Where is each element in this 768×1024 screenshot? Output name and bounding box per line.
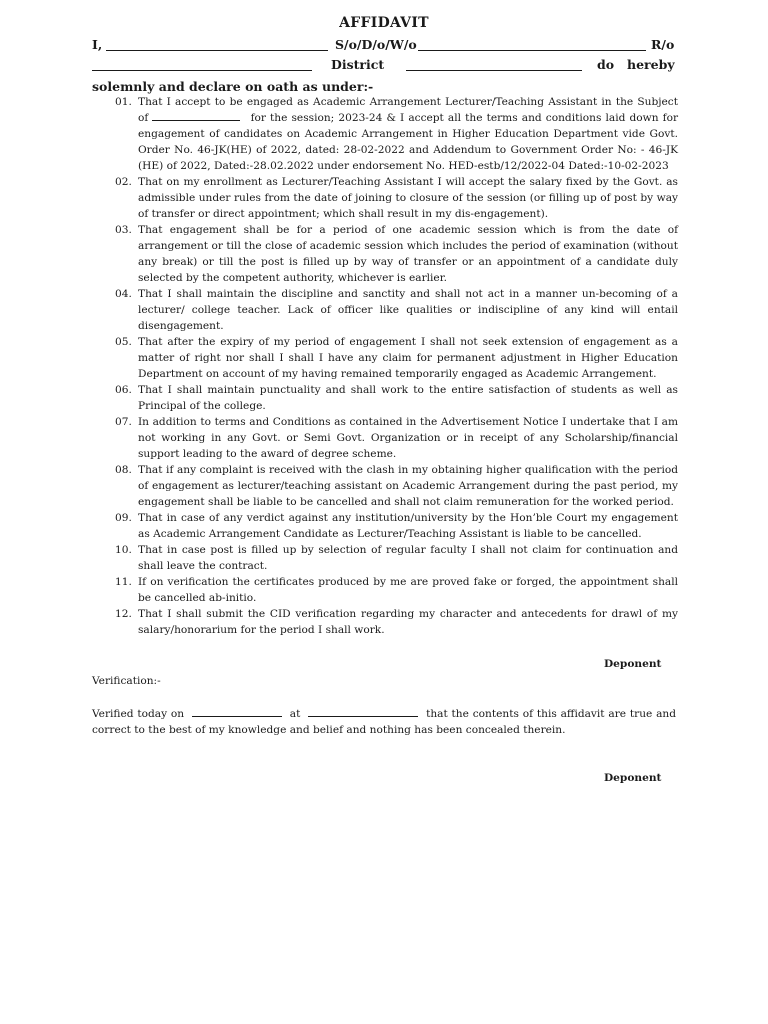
item-number: 07. — [115, 416, 132, 428]
address-blank[interactable] — [92, 70, 312, 71]
item-text: That in case of any verdict against any institution/university by the Hon’ble Court my engagement as Academic Arrangement Candidate as Lecturer/Teaching Assistant is liable to be cancelled. — [138, 512, 678, 540]
item-number: 11. — [115, 576, 132, 588]
item-number: 01. — [115, 96, 132, 108]
item-number: 03. — [115, 224, 132, 236]
list-item — [92, 222, 678, 286]
list-item — [92, 510, 678, 542]
verification-label: Verification:- — [92, 675, 161, 687]
verification-date-blank[interactable] — [192, 706, 282, 717]
header-hereby-label: hereby — [627, 57, 675, 72]
document-title: AFFIDAVIT — [339, 15, 429, 31]
verification-text-part2: at — [289, 708, 301, 720]
list-item — [92, 334, 678, 382]
deponent-signature-label: Deponent — [604, 658, 662, 670]
header-relation-label: S/o/D/o/W/o — [335, 37, 417, 52]
item-number: 12. — [115, 608, 132, 620]
list-item — [92, 174, 678, 222]
verification-text-part1: Verified today on — [92, 708, 185, 720]
name-blank[interactable] — [106, 50, 328, 51]
relation-name-blank[interactable] — [418, 50, 646, 51]
item-number: 08. — [115, 464, 132, 476]
item-text: In addition to terms and Conditions as contained in the Advertisement Notice I undertake that I am not working in any Govt. or Semi Govt. Organization or in receipt of any Scholarship/financial support leading to the award of degree scheme. — [138, 416, 678, 460]
item-number: 06. — [115, 384, 132, 396]
item-number: 02. — [115, 176, 132, 188]
header-district-label: District — [331, 57, 385, 72]
item-number: 05. — [115, 336, 132, 348]
deponent-signature-label-final: Deponent — [604, 772, 662, 784]
header-line-name — [92, 37, 676, 57]
item-text: That I shall submit the CID verification regarding my character and antecedents for drawl of my salary/honorarium for the period I shall work. — [138, 608, 678, 636]
terms-list — [92, 94, 678, 638]
item-number: 10. — [115, 544, 132, 556]
list-item — [92, 286, 678, 334]
item-number: 04. — [115, 288, 132, 300]
district-blank[interactable] — [406, 70, 582, 71]
list-item — [92, 414, 678, 462]
item-text: That I shall maintain punctuality and shall work to the entire satisfaction of students as well as Principal of the college. — [138, 384, 678, 412]
item-text: That if any complaint is received with the clash in my obtaining higher qualification with the period of engagement as lecturer/teaching assistant on Academic Arrangement during the past period, my engagement shall be liable to be cancelled and shall not claim remuneration for the worked period. — [138, 464, 678, 508]
list-item — [92, 382, 678, 414]
item-text: That I accept to be engaged as Academic Arrangement Lecturer/Teaching Assistant in the Subject of — [138, 96, 678, 124]
list-item — [92, 606, 678, 638]
item-text: That I shall maintain the discipline and sanctity and shall not act in a manner un-becoming of a lecturer/ college teacher. Lack of officer like qualities or indiscipline of any kind will entail disengagement. — [138, 288, 678, 332]
item-text: That in case post is filled up by selection of regular faculty I shall not claim for continuation and shall leave the contract. — [138, 544, 678, 572]
declaration-line: solemnly and declare on oath as under:- — [92, 79, 374, 94]
verification-text-part3: that the contents of this affidavit are true and correct to the best of my knowledge and belief and nothing has been concealed therein. — [92, 708, 677, 736]
header-residence-label: R/o — [651, 37, 675, 52]
header-line-district — [92, 57, 676, 77]
item-text: If on verification the certificates produced by me are proved fake or forged, the appointment shall be cancelled ab-initio. — [138, 576, 678, 604]
item-text: That after the expiry of my period of engagement I shall not seek extension of engagement as a matter of right nor shall I shall I have any claim for permanent adjustment in Higher Education Department on account of my having remained temporarily engaged as Academic Arrangement. — [138, 336, 678, 380]
item-text-continued: for the session; 2023-24 & I accept all the terms and conditions laid down for engagement of candidates on Academic Arrangement in Higher Education Department vide Govt. Order No. 46-JK(HE) of 2022, dated: 28-02-2022 and Addendum to Government Order No: - 46-JK (HE) of 2022, Dated:-28.02.2022 under endorsement No. HED-estb/12/2022-04 Dated:-10-02-2023 — [138, 112, 679, 172]
header-do-label: do — [597, 57, 615, 72]
header-i-label: I, — [92, 37, 103, 52]
subject-blank[interactable] — [152, 110, 240, 121]
item-number: 09. — [115, 512, 132, 524]
verification-text — [92, 706, 676, 738]
item-text: That engagement shall be for a period of one academic session which is from the date of arrangement or till the close of academic session which includes the period of examination (without any break) or till the post is filled up by way of transfer or an appointment of a candidate duly selected by the competent authority, whichever is earlier. — [138, 224, 678, 284]
list-item — [92, 94, 678, 174]
verification-place-blank[interactable] — [308, 706, 418, 717]
list-item — [92, 574, 678, 606]
list-item — [92, 542, 678, 574]
item-text: That on my enrollment as Lecturer/Teaching Assistant I will accept the salary fixed by the Govt. as admissible under rules from the date of joining to closure of the session (or filling up of post by way of transfer or direct appointment; which shall result in my dis-engagement). — [138, 176, 678, 220]
list-item — [92, 462, 678, 510]
